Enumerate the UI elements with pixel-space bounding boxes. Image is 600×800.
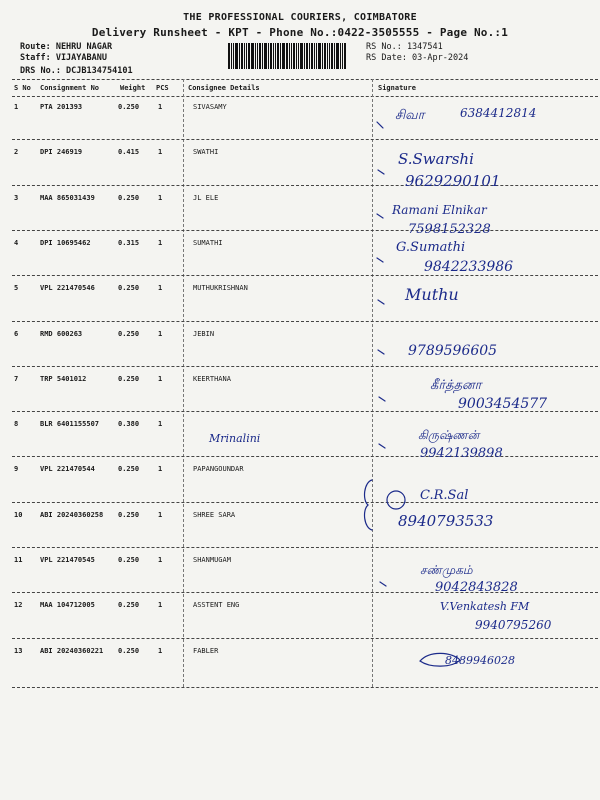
row-divider: [12, 547, 598, 548]
row-consignee: KEERTHANA: [193, 375, 231, 383]
barcode-bar: [262, 43, 263, 69]
row-consignment-no: DPI 10695462: [40, 239, 91, 247]
signature-5-name: Muthu: [405, 285, 459, 304]
barcode-bar: [241, 43, 243, 69]
row-divider: [12, 456, 598, 457]
signature-3-name: Ramani Elnikar: [392, 203, 487, 217]
row-sno: 12: [14, 601, 23, 609]
row-consignment-no: ABI 20240360221: [40, 647, 104, 655]
row-pcs: 1: [158, 148, 163, 156]
row-divider: [12, 275, 598, 276]
column-header-weight: Weight: [120, 84, 146, 92]
row-consignee: PAPANGOUNDAR: [193, 465, 244, 473]
barcode-bar: [255, 43, 256, 69]
barcode-bar: [300, 43, 303, 69]
row-weight: 0.250: [118, 103, 140, 111]
brace-mark: [365, 480, 372, 530]
row-consignment-no: BLR 6401155507: [40, 420, 100, 428]
row-divider: [12, 502, 598, 503]
barcode: [228, 43, 356, 69]
row-sno: 9: [14, 465, 19, 473]
barcode-bar: [248, 43, 250, 69]
row-pcs: 1: [158, 239, 163, 247]
barcode-bar: [311, 43, 313, 69]
signature-8-phone: 9942139898: [420, 446, 503, 461]
column-header-consignment: Consignment No: [40, 84, 100, 92]
barcode-bar: [280, 43, 281, 69]
column-divider-consignee: [183, 79, 184, 687]
barcode-bar: [340, 43, 341, 69]
row-pcs: 1: [158, 375, 163, 383]
row-consignment-no: PTA 201393: [40, 103, 83, 111]
row-consignment-no: MAA 865031439: [40, 194, 95, 202]
signature-1-phone: 6384412814: [460, 106, 537, 120]
row-consignment-no: TRP 5401012: [40, 375, 87, 383]
barcode-bar: [344, 43, 346, 69]
row-consignment-no: DPI 246919: [40, 148, 83, 156]
row-divider: [12, 638, 598, 639]
row-sno: 2: [14, 148, 19, 156]
row-sno: 11: [14, 556, 23, 564]
barcode-bar: [336, 43, 339, 69]
signature-6-phone: 9789596605: [408, 343, 498, 359]
row-sno: 8: [14, 420, 19, 428]
row-pcs: 1: [158, 103, 163, 111]
barcode-bar: [304, 43, 305, 69]
row-pcs: 1: [158, 465, 163, 473]
barcode-bar: [270, 43, 272, 69]
row-weight: 0.315: [118, 239, 140, 247]
row-weight: 0.250: [118, 465, 140, 473]
row-weight: 0.250: [118, 194, 140, 202]
row-weight: 0.380: [118, 420, 140, 428]
row-pcs: 1: [158, 194, 163, 202]
barcode-bar: [275, 43, 276, 69]
barcode-bar: [314, 43, 315, 69]
barcode-bar: [293, 43, 295, 69]
row-divider: [12, 139, 598, 140]
barcode-bar: [239, 43, 240, 69]
row-sno: 4: [14, 239, 19, 247]
row-consignee: JL ELE: [193, 194, 219, 202]
row-weight: 0.250: [118, 375, 140, 383]
signature-8-name: கிருஷ்ணன்: [418, 428, 480, 442]
row-sno: 6: [14, 330, 19, 338]
row-divider: [12, 185, 598, 186]
column-header-signature: Signature: [378, 84, 416, 92]
row-consignment-no: RMD 600263: [40, 330, 83, 338]
header-divider-top: [12, 79, 598, 80]
rs-number: RS No.: 1347541: [366, 42, 443, 52]
signature-7-name: கீர்த்தனா: [430, 378, 482, 393]
row-consignee: SIVASAMY: [193, 103, 227, 111]
column-header-sno: S No: [14, 84, 31, 92]
runsheet-title: Delivery Runsheet - KPT - Phone No.:0422-3505555 - Page No.:1: [91, 26, 509, 39]
barcode-bar: [289, 43, 290, 69]
row-pcs: 1: [158, 420, 163, 428]
row-sno: 3: [14, 194, 19, 202]
column-header-consignee: Consignee Details: [188, 84, 260, 92]
company-title: THE PROFESSIONAL COURIERS, COIMBATORE: [183, 12, 417, 23]
signature-2-name: S.Swarshi: [398, 150, 474, 168]
row-consignee: FABLER: [193, 647, 219, 655]
row-divider: [12, 321, 598, 322]
signature-11-name: சண்முகம்: [420, 563, 473, 577]
signature-13-phone: 8489946028: [445, 654, 515, 667]
barcode-bar: [235, 43, 238, 69]
signature-4-phone: 9842233986: [424, 259, 514, 275]
row-weight: 0.250: [118, 330, 140, 338]
row-consignee: SHANMUGAM: [193, 556, 231, 564]
barcode-bar: [316, 43, 317, 69]
signature-1-name: சிவா: [395, 108, 425, 123]
barcode-bar: [228, 43, 230, 69]
barcode-bar: [296, 43, 297, 69]
row-consignment-no: VPL 221470546: [40, 284, 95, 292]
row-divider: [12, 230, 598, 231]
row-consignment-no: VPL 221470544: [40, 465, 95, 473]
signature-4-name: G.Sumathi: [396, 240, 466, 255]
row-sno: 7: [14, 375, 19, 383]
row-sno: 13: [14, 647, 23, 655]
row-weight: 0.250: [118, 511, 140, 519]
barcode-bar: [342, 43, 343, 69]
barcode-bar: [264, 43, 267, 69]
row-sno: 1: [14, 103, 19, 111]
row-consignment-no: VPL 221470545: [40, 556, 95, 564]
barcode-bar: [331, 43, 333, 69]
barcode-bar: [291, 43, 292, 69]
signature-10-phone: 8940793533: [398, 512, 494, 530]
staff-label: Staff: VIJAYABANU: [20, 53, 107, 63]
barcode-bar: [306, 43, 308, 69]
table-divider-end: [12, 687, 598, 688]
row-pcs: 1: [158, 511, 163, 519]
barcode-bar: [231, 43, 232, 69]
barcode-bar: [286, 43, 288, 69]
barcode-bar: [251, 43, 254, 69]
signature-7-phone: 9003454577: [458, 396, 548, 412]
row-consignee: SWATHI: [193, 148, 219, 156]
row-pcs: 1: [158, 647, 163, 655]
row-weight: 0.415: [118, 148, 140, 156]
barcode-bar: [257, 43, 258, 69]
barcode-bar: [259, 43, 261, 69]
row-consignee: MUTHUKRISHNAN: [193, 284, 248, 292]
row-divider: [12, 366, 598, 367]
header-divider-bottom: [12, 96, 598, 97]
row-weight: 0.250: [118, 601, 140, 609]
row-pcs: 1: [158, 330, 163, 338]
row-pcs: 1: [158, 556, 163, 564]
row-pcs: 1: [158, 601, 163, 609]
column-header-pcs: PCS: [156, 84, 169, 92]
barcode-bar: [268, 43, 269, 69]
consignee-8-handwritten: Mrinalini: [209, 432, 261, 445]
barcode-bar: [298, 43, 299, 69]
barcode-bar: [246, 43, 247, 69]
row-consignment-no: MAA 104712005: [40, 601, 95, 609]
row-consignee: JEBIN: [193, 330, 215, 338]
row-consignee: ASSTENT ENG: [193, 601, 240, 609]
row-consignment-no: ABI 20240360258: [40, 511, 104, 519]
row-sno: 5: [14, 284, 19, 292]
signature-11-phone: 9042843828: [435, 580, 518, 595]
signature-3-phone: 7598152328: [408, 222, 491, 237]
signature-2-phone: 9629290101: [405, 172, 501, 190]
column-divider-signature: [372, 79, 373, 687]
row-sno: 10: [14, 511, 23, 519]
barcode-bar: [277, 43, 279, 69]
barcode-bar: [244, 43, 245, 69]
row-consignee: SUMATHI: [193, 239, 223, 247]
row-pcs: 1: [158, 284, 163, 292]
barcode-bar: [334, 43, 335, 69]
signature-9-name: C.R.Sal: [420, 488, 469, 503]
row-weight: 0.250: [118, 647, 140, 655]
barcode-bar: [327, 43, 328, 69]
barcode-bar: [233, 43, 234, 69]
signature-12-phone: 9940795260: [475, 618, 552, 632]
rs-date: RS Date: 03-Apr-2024: [366, 53, 469, 63]
signature-12-name: V.Venkatesh FM: [440, 600, 530, 613]
barcode-bar: [318, 43, 321, 69]
row-weight: 0.250: [118, 284, 140, 292]
drs-number: DRS No.: DCJB134754101: [20, 66, 133, 76]
row-weight: 0.250: [118, 556, 140, 564]
barcode-bar: [282, 43, 285, 69]
barcode-bar: [273, 43, 274, 69]
barcode-bar: [322, 43, 323, 69]
route-label: Route: NEHRU NAGAR: [20, 42, 113, 52]
row-consignee: SHREE SARA: [193, 511, 236, 519]
barcode-bar: [324, 43, 326, 69]
barcode-bar: [329, 43, 330, 69]
barcode-bar: [309, 43, 310, 69]
